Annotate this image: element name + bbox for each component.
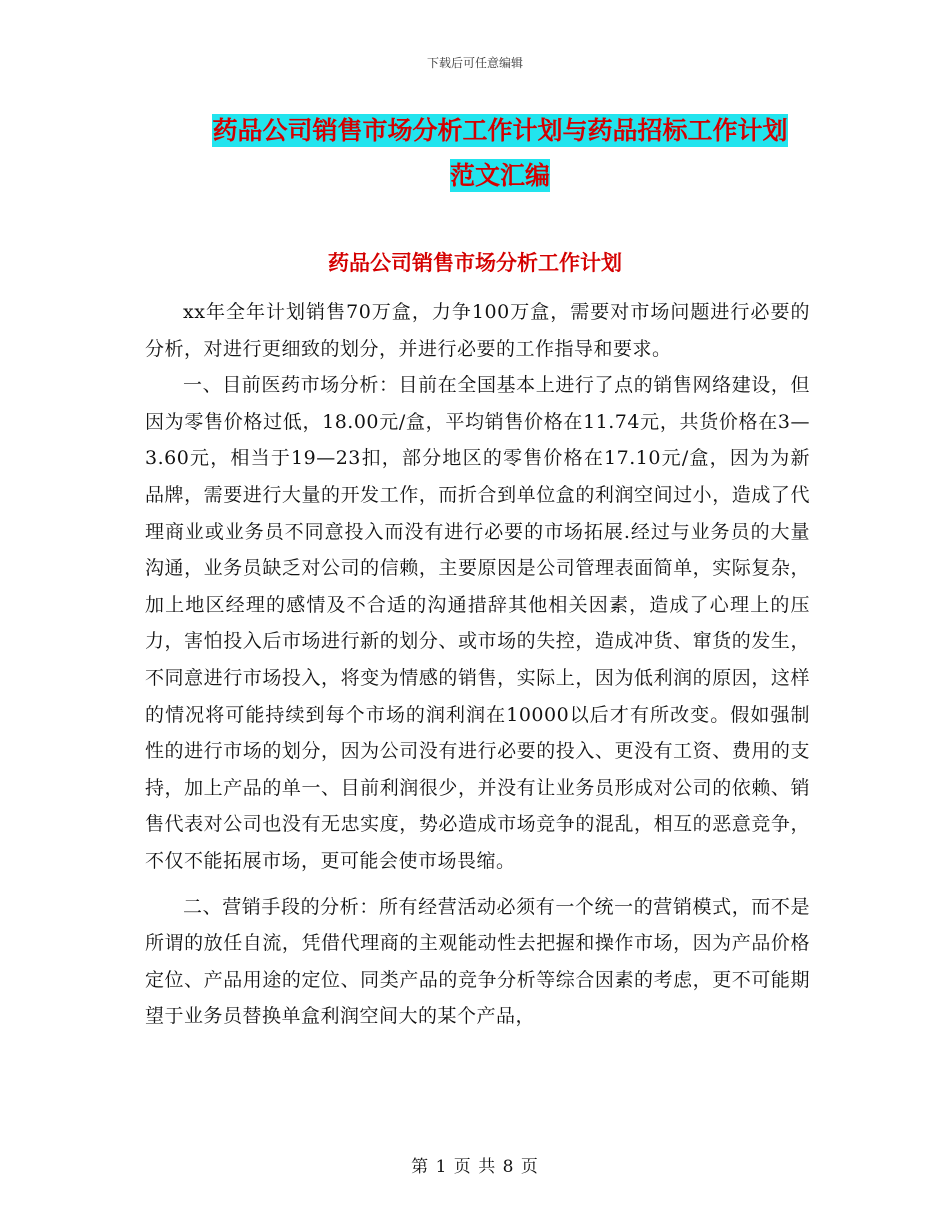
paragraph-marketing-analysis: 二、营销手段的分析：所有经营活动必须有一个统一的营销模式，而不是所谓的放任自流，凭借代理商的主观能动性去把握和操作市场，因为产品价格定位、产品用途的定位、同类产品的竞争分析等综合因素的考虑，更不可能期望于业务员替换单盒利润空间大的某个产品， — [145, 895, 810, 1028]
paragraph-market-analysis: 一、目前医药市场分析：目前在全国基本上进行了点的销售网络建设，但因为零售价格过低，18.00元/盒，平均销售价格在11.74元，共货价格在3—3.60元，相当于19—23扣，部分地区的零售价格在17.10元/盒，因为为新品牌，需要进行大量的开发工作，而折合到单位盒的利润空间过小，造成了代理商业或业务员不同意投入而没有进行必要的市场拓展.经过与业务员的大量沟通，业务员缺乏对公司的信赖，主要原因是公司管理表面简单，实际复杂，加上地区经理的感情及不合适的沟通措辞其他相关因素，造成了心理上的压力，害怕投入后市场进行新的划分、或市场的失控，造成冲货、窜货的发生，不同意进行市场投入，将变为情感的销售，实际上，因为低利润的原因，这样的情况将可能持续到每个市场的润利润在10000以后才有所改变。假如强制性的进行市场的划分，因为公司没有进行必要的投入、更没有工资、费用的支持，加上产品的单一、目前利润很少，并没有让业务员形成对公司的依赖、销售代表对公司也没有无忠实度，势必造成市场竞争的混乱，相互的恶意竞争，不仅不能拓展市场，更可能会使市场畏缩。 — [145, 374, 810, 872]
document-title-line1: 药品公司销售市场分析工作计划与药品招标工作计划 — [212, 116, 788, 145]
page-number-footer: 第 1 页 共 8 页 — [411, 1157, 539, 1177]
document-title-line2: 范文汇编 — [449, 161, 550, 190]
document-title — [150, 108, 850, 198]
document-body — [145, 294, 810, 1035]
page-header-note: 下载后可任意编辑 — [426, 56, 523, 70]
paragraph-intro: xx年全年计划销售70万盒，力争100万盒，需要对市场问题进行必要的分析，对进行更细致的划分，并进行必要的工作指导和要求。 — [145, 301, 810, 360]
section-title: 药品公司销售市场分析工作计划 — [328, 251, 622, 275]
